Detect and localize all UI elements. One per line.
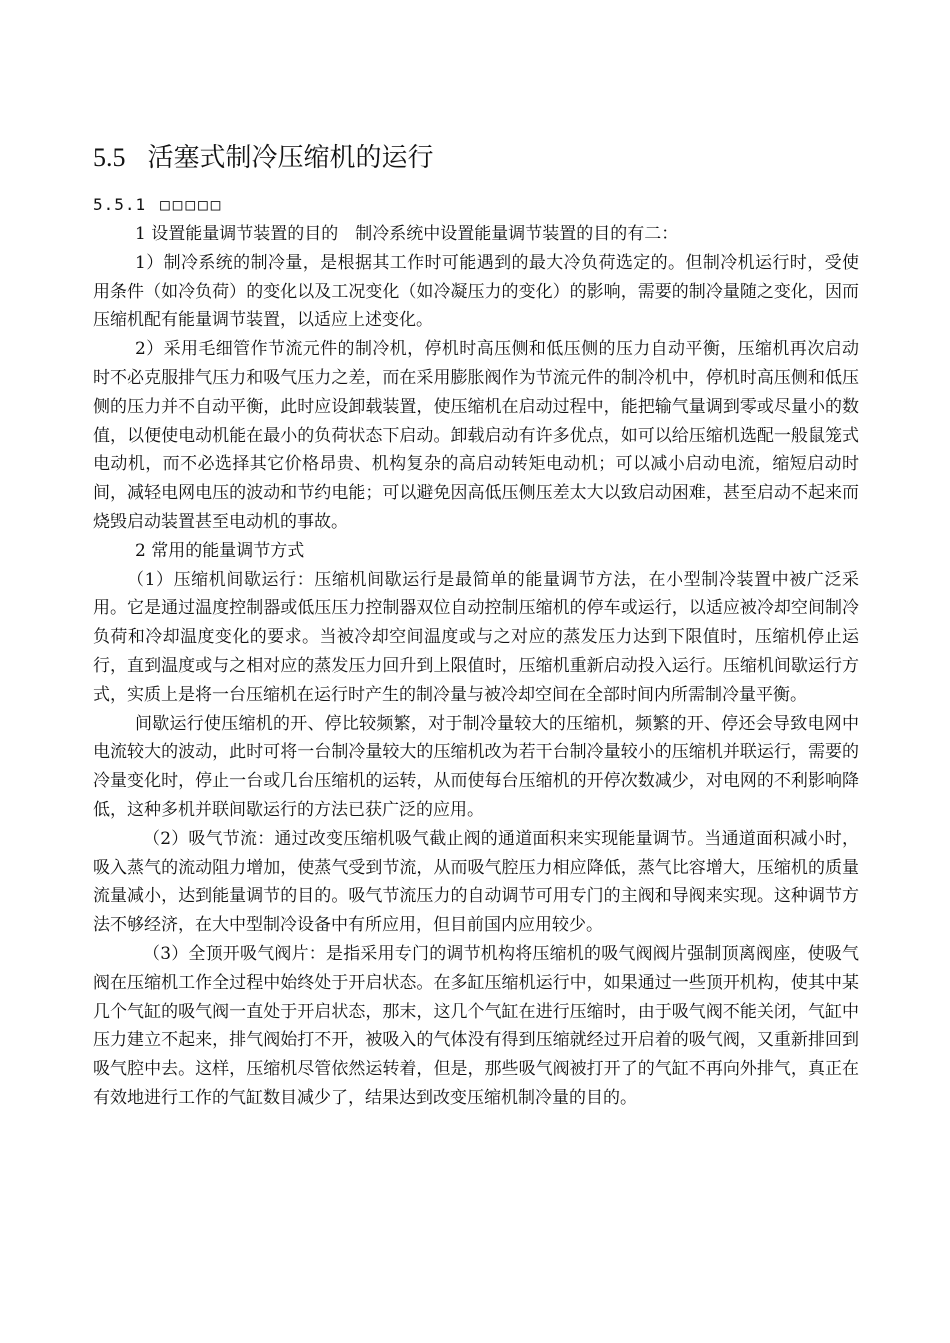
section-number: 5.5.1 (93, 195, 147, 214)
paragraph-method-throttling: （2）吸气节流：通过改变压缩机吸气截止阀的通道面积来实现能量调节。当通道面积减小时，吸入蒸气的流动阻力增加，使蒸气受到节流，从而吸气腔压力相应降低，蒸气比容增大，压缩机的质量流量减小，达到能量调节的目的。吸气节流压力的自动调节可用专门的主阀和导阀来实现。这种调节方法不够经济，在大中型制冷设备中有所应用，但目前国内应用较少。 (93, 828, 859, 936)
paragraph-method-valve-lifting: （3）全顶开吸气阀片：是指采用专门的调节机构将压缩机的吸气阀阀片强制顶离阀座，使吸气阀在压缩机工作全过程中始终处于开启状态。在多缸压缩机运行中，如果通过一些顶开机构，使其中某几个气缸的吸气阀一直处于开启状态，那末，这几个气缸在进行压缩时，由于吸气阀不能关闭，气缸中压力建立不起来，排气阀始打不开，被吸入的气体没有得到压缩就经过开启着的吸气阀，又重新排回到吸气腔中去。这样，压缩机尽管依然运转着，但是，那些吸气阀被打开了的气缸不再向外排气，真正在有效地进行工作的气缸数目减少了，结果达到改变压缩机制冷量的目的。 (93, 943, 859, 1108)
chapter-number: 5.5 (93, 143, 126, 172)
body-text (93, 220, 859, 1113)
paragraph-method-intermittent: （1）压缩机间歇运行：压缩机间歇运行是最简单的能量调节方法，在小型制冷装置中被广泛采用。它是通过温度控制器或低压压力控制器双位自动控制压缩机的停车或运行，以适应被冷却空间制冷负荷和冷却温度变化的要求。当被冷却空间温度或与之对应的蒸发压力达到下限值时，压缩机停止运行，直到温度或与之相对应的蒸发压力回升到上限值时，压缩机重新启动投入运行。压缩机间歇运行方式，实质上是将一台压缩机在运行时产生的制冷量与被冷却空间在全部时间内所需制冷量平衡。 (93, 569, 859, 705)
paragraph-purpose-1: 1）制冷系统的制冷量，是根据其工作时可能遇到的最大冷负荷选定的。但制冷机运行时，受使用条件（如冷负荷）的变化以及工况变化（如冷凝压力的变化）的影响，需要的制冷量随之变化，因而压缩机配有能量调节装置，以适应上述变化。 (93, 252, 859, 331)
chapter-title-text: 活塞式制冷压缩机的运行 (147, 143, 434, 173)
paragraph-intermittent-note: 间歇运行使压缩机的开、停比较频繁，对于制冷量较大的压缩机，频繁的开、停还会导致电网中电流较大的波动，此时可将一台制冷量较大的压缩机改为若干台制冷量较小的压缩机并联运行，需要的冷量变化时，停止一台或几台压缩机的运转，从而使每台压缩机的开停次数减少，对电网的不利影响降低，这种多机并联间歇运行的方法已获广泛的应用。 (93, 713, 859, 820)
section-title-placeholder: □□□□□ (160, 195, 224, 214)
chapter-title (93, 140, 434, 176)
paragraph-purpose-heading: 1 设置能量调节装置的目的 制冷系统中设置能量调节装置的目的有二： (135, 224, 679, 244)
section-heading (93, 193, 223, 217)
paragraph-methods-heading: 2 常用的能量调节方式 (135, 540, 305, 561)
paragraph-purpose-2: 2）采用毛细管作节流元件的制冷机，停机时高压侧和低压侧的压力自动平衡，压缩机再次启动时不必克服排气压力和吸气压力之差，而在采用膨胀阀作为节流元件的制冷机中，停机时高压侧和低压侧的压力并不自动平衡，此时应设卸载装置，使压缩机在启动过程中，能把输气量调到零或尽量小的数值，以便使电动机能在最小的负荷状态下启动。卸载启动有许多优点，如可以给压缩机选配一般鼠笼式电动机，而不必选择其它价格昂贵、机构复杂的高启动转矩电动机；可以减小启动电流，缩短启动时间，减轻电网电压的波动和节约电能；可以避免因高低压侧压差太大以致启动困难，甚至启动不起来而烧毁启动装置甚至电动机的事故。 (93, 339, 859, 532)
